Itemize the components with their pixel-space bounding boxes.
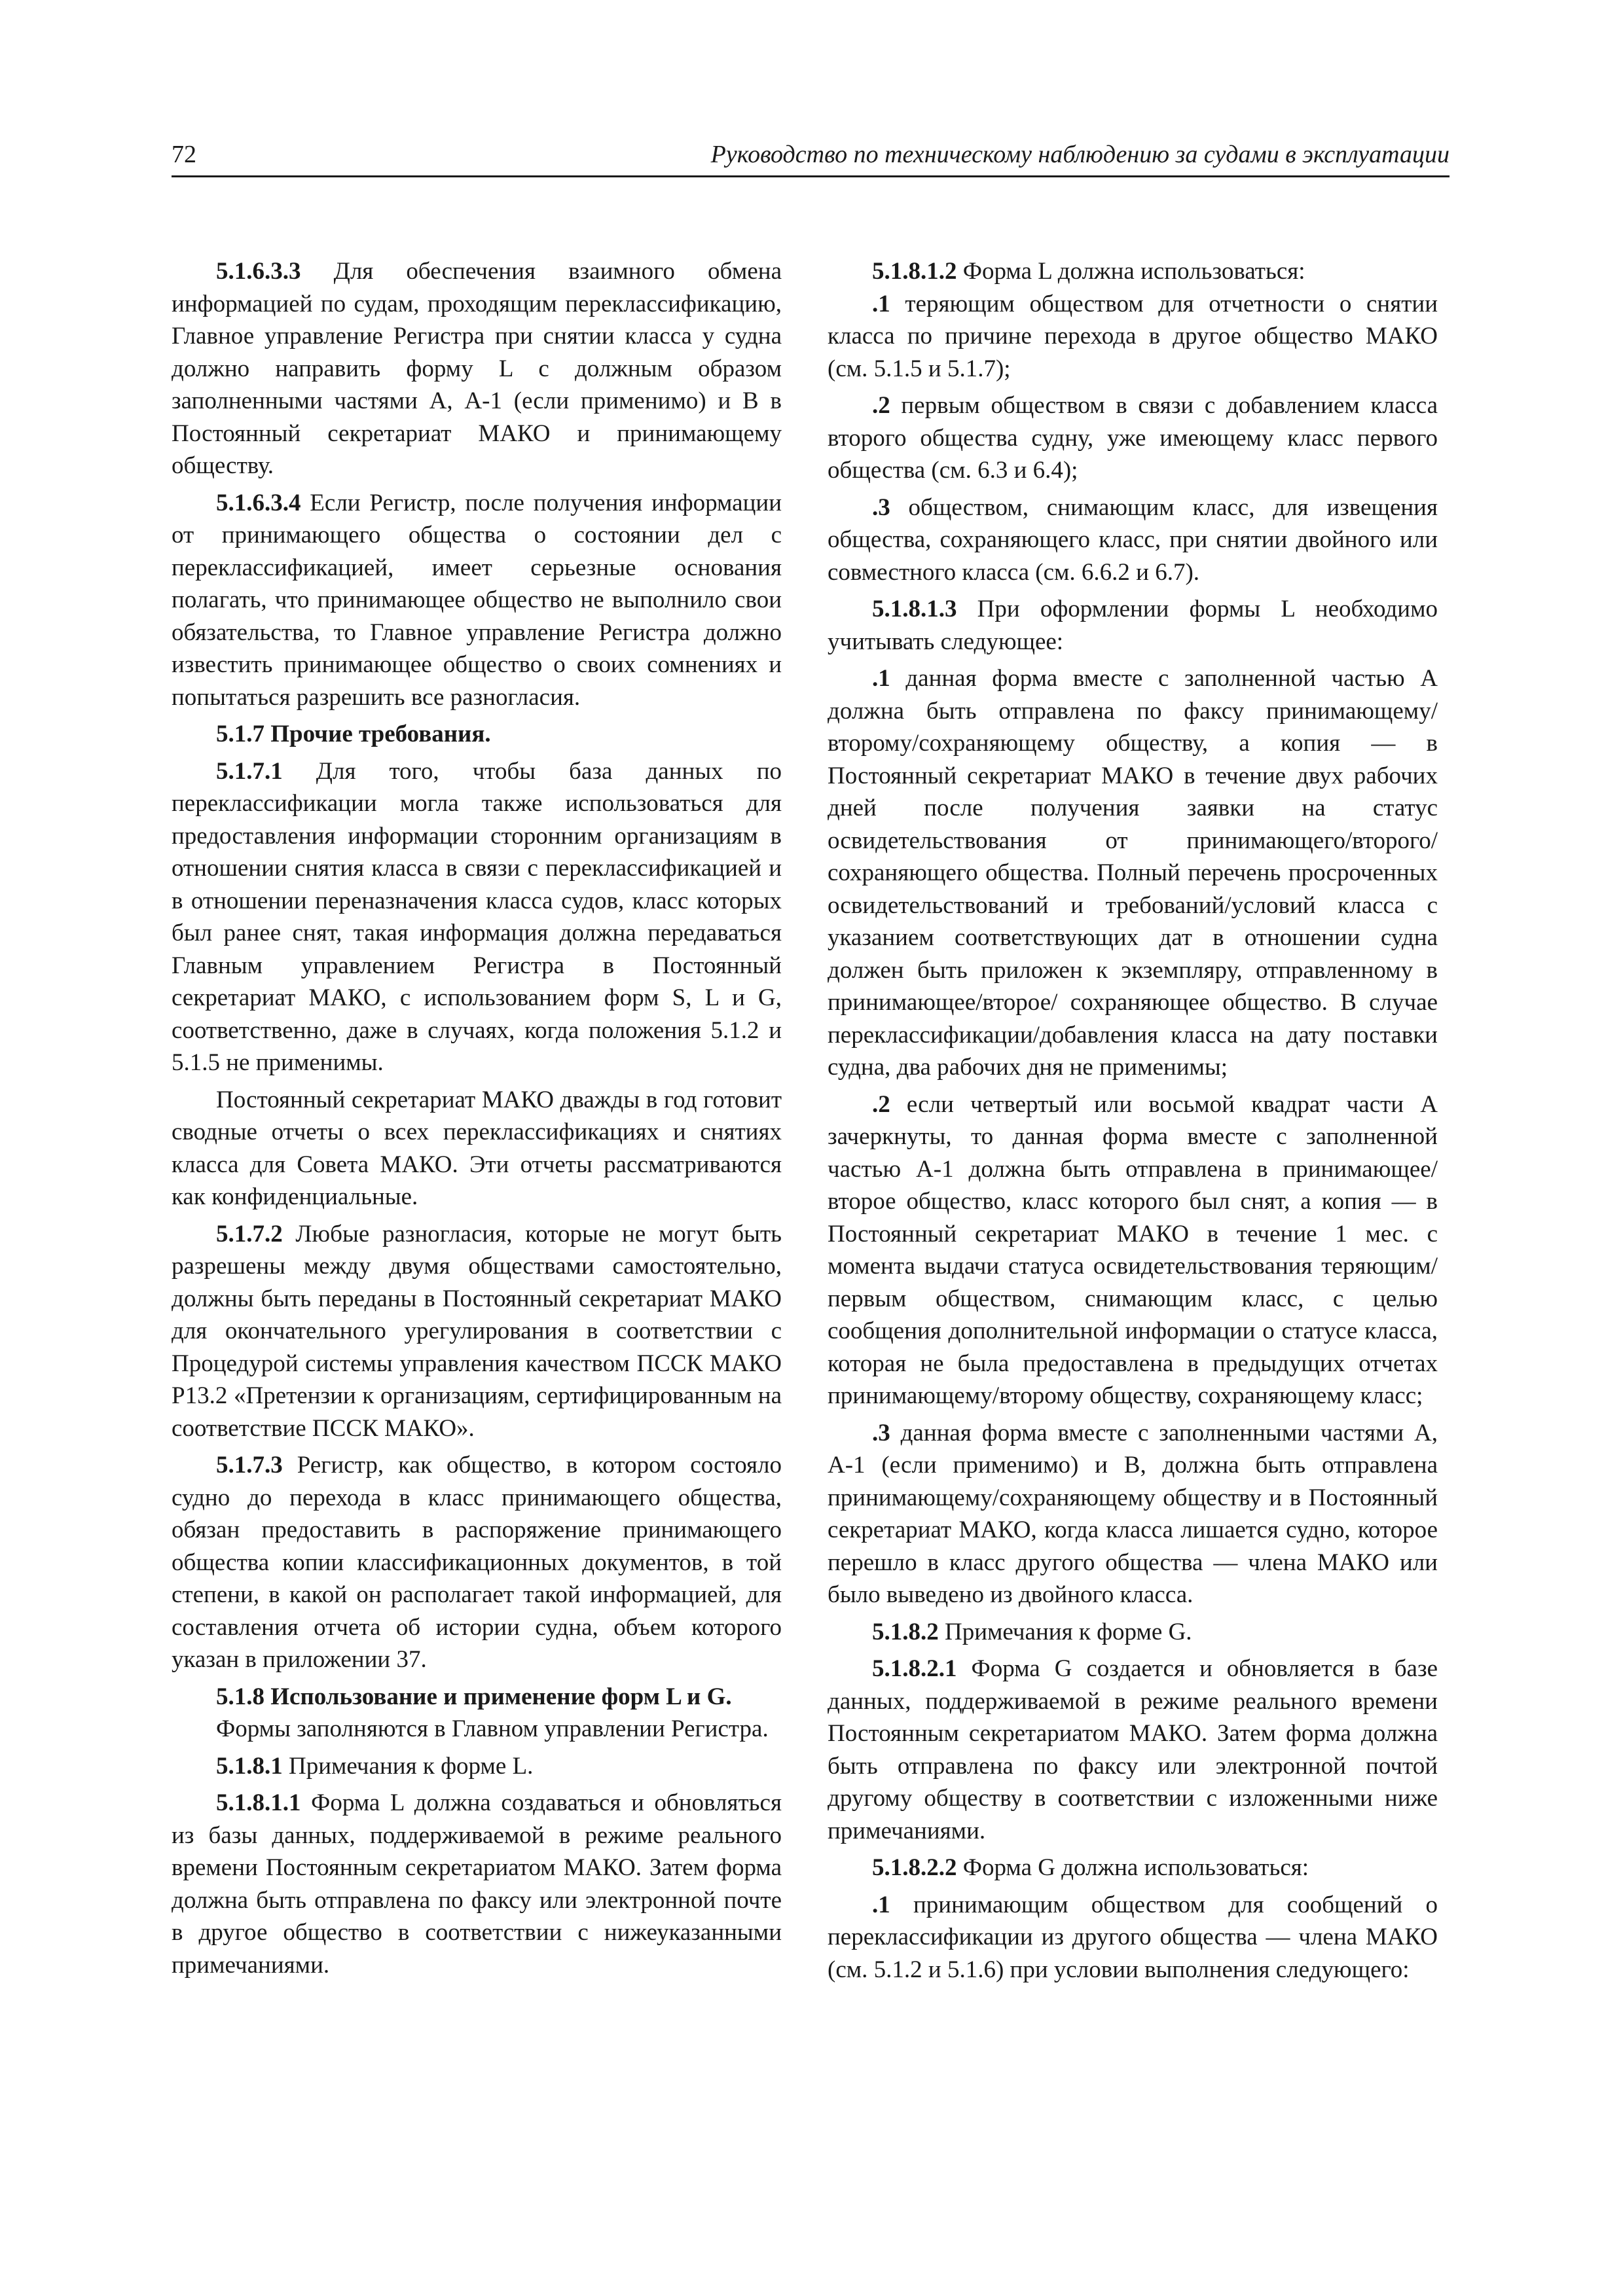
paragraph-text: данная форма вместе с заполненными частями А, А-1 (если применимо) и В, должна быть отправлена принимающему/сохраняющему обществу и в Постоянный секретариат МАКО, когда класса лишается судно, которое перешло в класс другого общества — члена МАКО или было выведено из двойного класса.	[828, 1419, 1438, 1608]
list-item	[828, 1889, 1438, 1986]
list-marker: .3	[872, 493, 890, 521]
paragraph	[172, 1449, 782, 1676]
list-marker: .1	[872, 290, 890, 317]
list-item	[828, 492, 1438, 589]
paragraph	[828, 1616, 1438, 1649]
paragraph-text: Форма G должна использоваться:	[957, 1854, 1309, 1881]
paragraph-text: Форма G создается и обновляется в базе данных, поддерживаемой в режиме реального времени Постоянным секретариатом МАКО. Затем форма должна быть отправлена по факсу или электронной почтой другому обществу в соответствии с изложенными ниже примечаниями.	[828, 1655, 1438, 1844]
paragraph-text: Регистр, как общество, в котором состояло судно до перехода в класс принимающего общества, обязан предоставить в распоряжение принимающего общества копии классификационных документов, в той степени, в какой он располагает такой информацией, для составления отчета об истории судна, объем которого указан в приложении 37.	[172, 1452, 782, 1673]
paragraph-text: обществом, снимающим класс, для извещения общества, сохраняющего класс, при снятии двойного или совместного класса (см. 6.6.2 и 6.7).	[828, 493, 1438, 586]
right-column	[828, 255, 1438, 1986]
paragraph	[172, 1750, 782, 1783]
left-column	[172, 255, 782, 1981]
list-item	[828, 389, 1438, 487]
list-marker: .2	[872, 392, 890, 419]
paragraph	[172, 1218, 782, 1445]
page-number: 72	[172, 141, 196, 168]
paragraph-text: Примечания к форме G.	[938, 1618, 1192, 1645]
clause-number: 5.1.8.2.1	[872, 1655, 957, 1682]
paragraph-text: Для обеспечения взаимного обмена информацией по судам, проходящим переклассификацию, Главное управление Регистра при снятии класса у судна должно направить форму L с должным образом заполненными частями А, А-1 (если применимо) и В в Постоянный секретариат МАКО и принимающему обществу.	[172, 258, 782, 479]
paragraph-text: Формы заполняются в Главном управлении Регистра.	[216, 1715, 769, 1742]
paragraph	[172, 1713, 782, 1746]
paragraph	[828, 1852, 1438, 1884]
clause-number: 5.1.7.1	[216, 757, 283, 785]
clause-number: 5.1.8.2	[872, 1618, 939, 1645]
clause-number: 5.1.8.1.3	[872, 596, 957, 622]
paragraph-text: Если Регистр, после получения информации от принимающего общества о состоянии дел с переклассификацией, имеет серьезные основания полагать, что принимающее общество не выполнило свои обязательства, то Главное управление Регистра должно известить принимающее общество о своих сомнениях и попытаться разрешить все разногласия.	[172, 489, 782, 711]
paragraph	[172, 755, 782, 1079]
section-heading-text: 5.1.7 Прочие требования.	[216, 721, 491, 747]
paragraph-text: теряющим обществом для отчетности о снятии класса по причине перехода в другое общество МАКО (см. 5.1.5 и 5.1.7);	[828, 290, 1438, 382]
paragraph	[172, 1787, 782, 1981]
section-heading	[172, 718, 782, 751]
paragraph	[828, 593, 1438, 658]
clause-number: 5.1.8.1.1	[216, 1789, 301, 1816]
paragraph-text: Постоянный секретариат МАКО дважды в год готовит сводные отчеты о всех переклассификациях и снятиях класса для Совета МАКО. Эти отчеты рассматриваются как конфиденциальные.	[172, 1086, 782, 1210]
section-heading	[172, 1681, 782, 1713]
list-item	[828, 662, 1438, 1084]
paragraph	[172, 255, 782, 482]
paragraph-text: Форма L должна создаваться и обновляться из базы данных, поддерживаемой в режиме реального времени Постоянным секретариатом МАКО. Затем форма должна быть отправлена по факсу или электронной почте в другое общество в соответствии с нижеуказанными примечаниями.	[172, 1789, 782, 1979]
clause-number: 5.1.8.1.2	[872, 258, 957, 285]
paragraph	[172, 1084, 782, 1213]
list-marker: .3	[872, 1419, 890, 1446]
section-heading-text: 5.1.8 Использование и применение форм L и G.	[216, 1683, 732, 1710]
paragraph-text: Любые разногласия, которые не могут быть разрешены между двумя обществами самостоятельно, должны быть переданы в Постоянный секретариат МАКО для окончательного урегулирования в соответствии с Процедурой системы управления качеством ПССК МАКО Р13.2 «Претензии к организациям, сертифицированным на соответствие ПССК МАКО».	[172, 1220, 782, 1442]
paragraph	[828, 255, 1438, 288]
paragraph	[828, 1653, 1438, 1847]
list-item	[828, 288, 1438, 386]
clause-number: 5.1.8.2.2	[872, 1854, 957, 1881]
paragraph-text: Примечания к форме L.	[282, 1752, 534, 1780]
paragraph-text: если четвертый или восьмой квадрат части А зачеркнуты, то данная форма вместе с заполненной частью А-1 должна быть отправлена в принимающее/ второе общество, класс которого был снят, а копия — в Постоянный секретариат МАКО в течение 1 мес. с момента выдачи статуса освидетельствования теряющим/первым обществом, снимающим класс, с целью сообщения дополнительной информации о статусе класса, которая не была предоставлена в предыдущих отчетах принимающему/второму обществу, сохраняющему класс;	[828, 1090, 1438, 1409]
clause-number: 5.1.8.1	[216, 1752, 283, 1780]
paragraph	[172, 487, 782, 714]
paragraph-text: При оформлении формы L необходимо учитывать следующее:	[828, 596, 1438, 655]
page-header	[172, 136, 1450, 177]
list-item	[828, 1417, 1438, 1611]
paragraph-text: Форма L должна использоваться:	[957, 258, 1305, 285]
list-marker: .1	[872, 1891, 890, 1918]
paragraph-text: Для того, чтобы база данных по переклассификации могла также использоваться для предоставления информации сторонним организациям в отношении снятия класса в связи с переклассификацией и в отношении переназначения класса судов, класс которых был ранее снят, такая информация должна передаваться Главным управлением Регистра в Постоянный секретариат МАКО, с использованием форм S, L и G, соответственно, даже в случаях, когда положения 5.1.2 и 5.1.5 не применимы.	[172, 757, 782, 1076]
list-item	[828, 1088, 1438, 1412]
clause-number: 5.1.6.3.3	[216, 258, 301, 285]
clause-number: 5.1.7.2	[216, 1220, 283, 1247]
running-title: Руководство по техническому наблюдению за судами в эксплуатации	[710, 141, 1450, 168]
paragraph-text: принимающим обществом для сообщений о переклассификации из другого общества — члена МАКО (см. 5.1.2 и 5.1.6) при условии выполнения следующего:	[828, 1891, 1438, 1983]
paragraph-text: первым обществом в связи с добавлением класса второго общества судну, уже имеющему класс первого общества (см. 6.3 и 6.4);	[828, 392, 1438, 484]
clause-number: 5.1.7.3	[216, 1452, 283, 1479]
clause-number: 5.1.6.3.4	[216, 489, 301, 516]
paragraph-text: данная форма вместе с заполненной частью А должна быть отправлена по факсу принимающему/ второму/сохраняющему обществу, а копия — в Постоянный секретариат МАКО в течение двух рабочих дней после получения заявки на статус освидетельствования от принимающего/второго/ сохраняющего общества. Полный перечень просроченных освидетельствований и требований/условий класса с указанием соответствующих дат в отношении судна должен быть приложен к экземпляру, отправленному в принимающее/второе/ сохраняющее общество. В случае переклассификации/добавления класса на дату поставки судна, два рабочих дня не применимы;	[828, 665, 1438, 1081]
list-marker: .2	[872, 1090, 890, 1118]
list-marker: .1	[872, 665, 890, 692]
